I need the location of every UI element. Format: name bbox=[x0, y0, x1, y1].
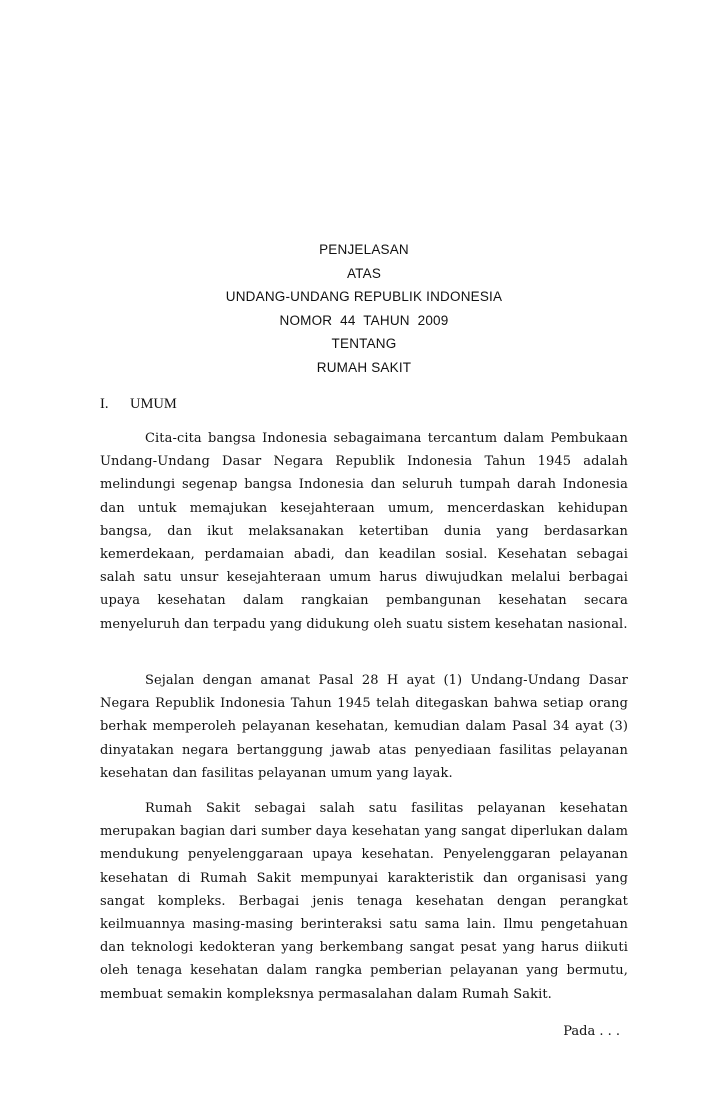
title-line-number-year: NOMOR 44 TAHUN 2009 bbox=[279, 312, 449, 328]
title-line-atas: ATAS bbox=[346, 265, 382, 281]
paragraph: Rumah Sakit sebagai salah satu fasilitas pelayanan kesehatan merupakan bagian dari sumber daya kesehatan yang sangat diperlukan dalam mendukung penyelenggaraan upaya kesehatan. Penyelenggaran pelayanan kesehatan di Rumah Sakit mempunyai karakteristik dan organisasi yang sangat kompleks. Berbagai jenis tenaga kesehatan dengan perangkat keilmuannya masing-masing berinteraksi satu sama lain. Ilmu pengetahuan dan teknologi kedokteran yang berkembang sangat pesat yang harus diikuti oleh tenaga kesehatan dalam rangka pemberian pelayanan yang bermutu, membuat semakin kompleksnya permasalahan dalam Rumah Sakit. bbox=[100, 801, 628, 1002]
document-title bbox=[100, 238, 628, 379]
title-line-penjelasan: PENJELASAN bbox=[319, 242, 409, 257]
paragraph: Sejalan dengan amanat Pasal 28 H ayat (1) Undang-Undang Dasar Negara Republik Indonesia Tahun 1945 telah ditegaskan bahwa setiap orang berhak memperoleh pelayanan kesehatan, kemudian dalam Pasal 34 ayat (3) dinyatakan negara bertanggung jawab atas penyediaan fasilitas pelayanan kesehatan dan fasilitas pelayanan umum yang layak. bbox=[100, 673, 628, 781]
page-continuation-marker: Pada . . . bbox=[563, 1024, 620, 1039]
section-heading-text: UMUM bbox=[130, 396, 177, 412]
section-heading bbox=[100, 392, 400, 416]
paragraph: Cita-cita bangsa Indonesia sebagaimana tercantum dalam Pembukaan Undang-Undang Dasar Negara Republik Indonesia Tahun 1945 adalah melindungi segenap bangsa Indonesia dan seluruh tumpah darah Indonesia dan untuk memajukan kesejahteraan umum, mencerdaskan kehidupan bangsa, dan ikut melaksanakan ketertiban dunia yang berdasarkan kemerdekaan, perdamaian abadi, dan keadilan sosial. Kesehatan sebagai salah satu unsur kesejahteraan umum harus diwujudkan melalui berbagai upaya kesehatan dalam rangkaian pembangunan kesehatan secara menyeluruh dan terpadu yang didukung oleh suatu sistem kesehatan nasional. bbox=[100, 431, 628, 632]
title-line-tentang: TENTANG bbox=[331, 336, 397, 351]
section-number: I. bbox=[100, 396, 109, 412]
title-line-law-name: UNDANG-UNDANG REPUBLIK INDONESIA bbox=[225, 289, 503, 304]
title-line-subject: RUMAH SAKIT bbox=[316, 359, 412, 375]
